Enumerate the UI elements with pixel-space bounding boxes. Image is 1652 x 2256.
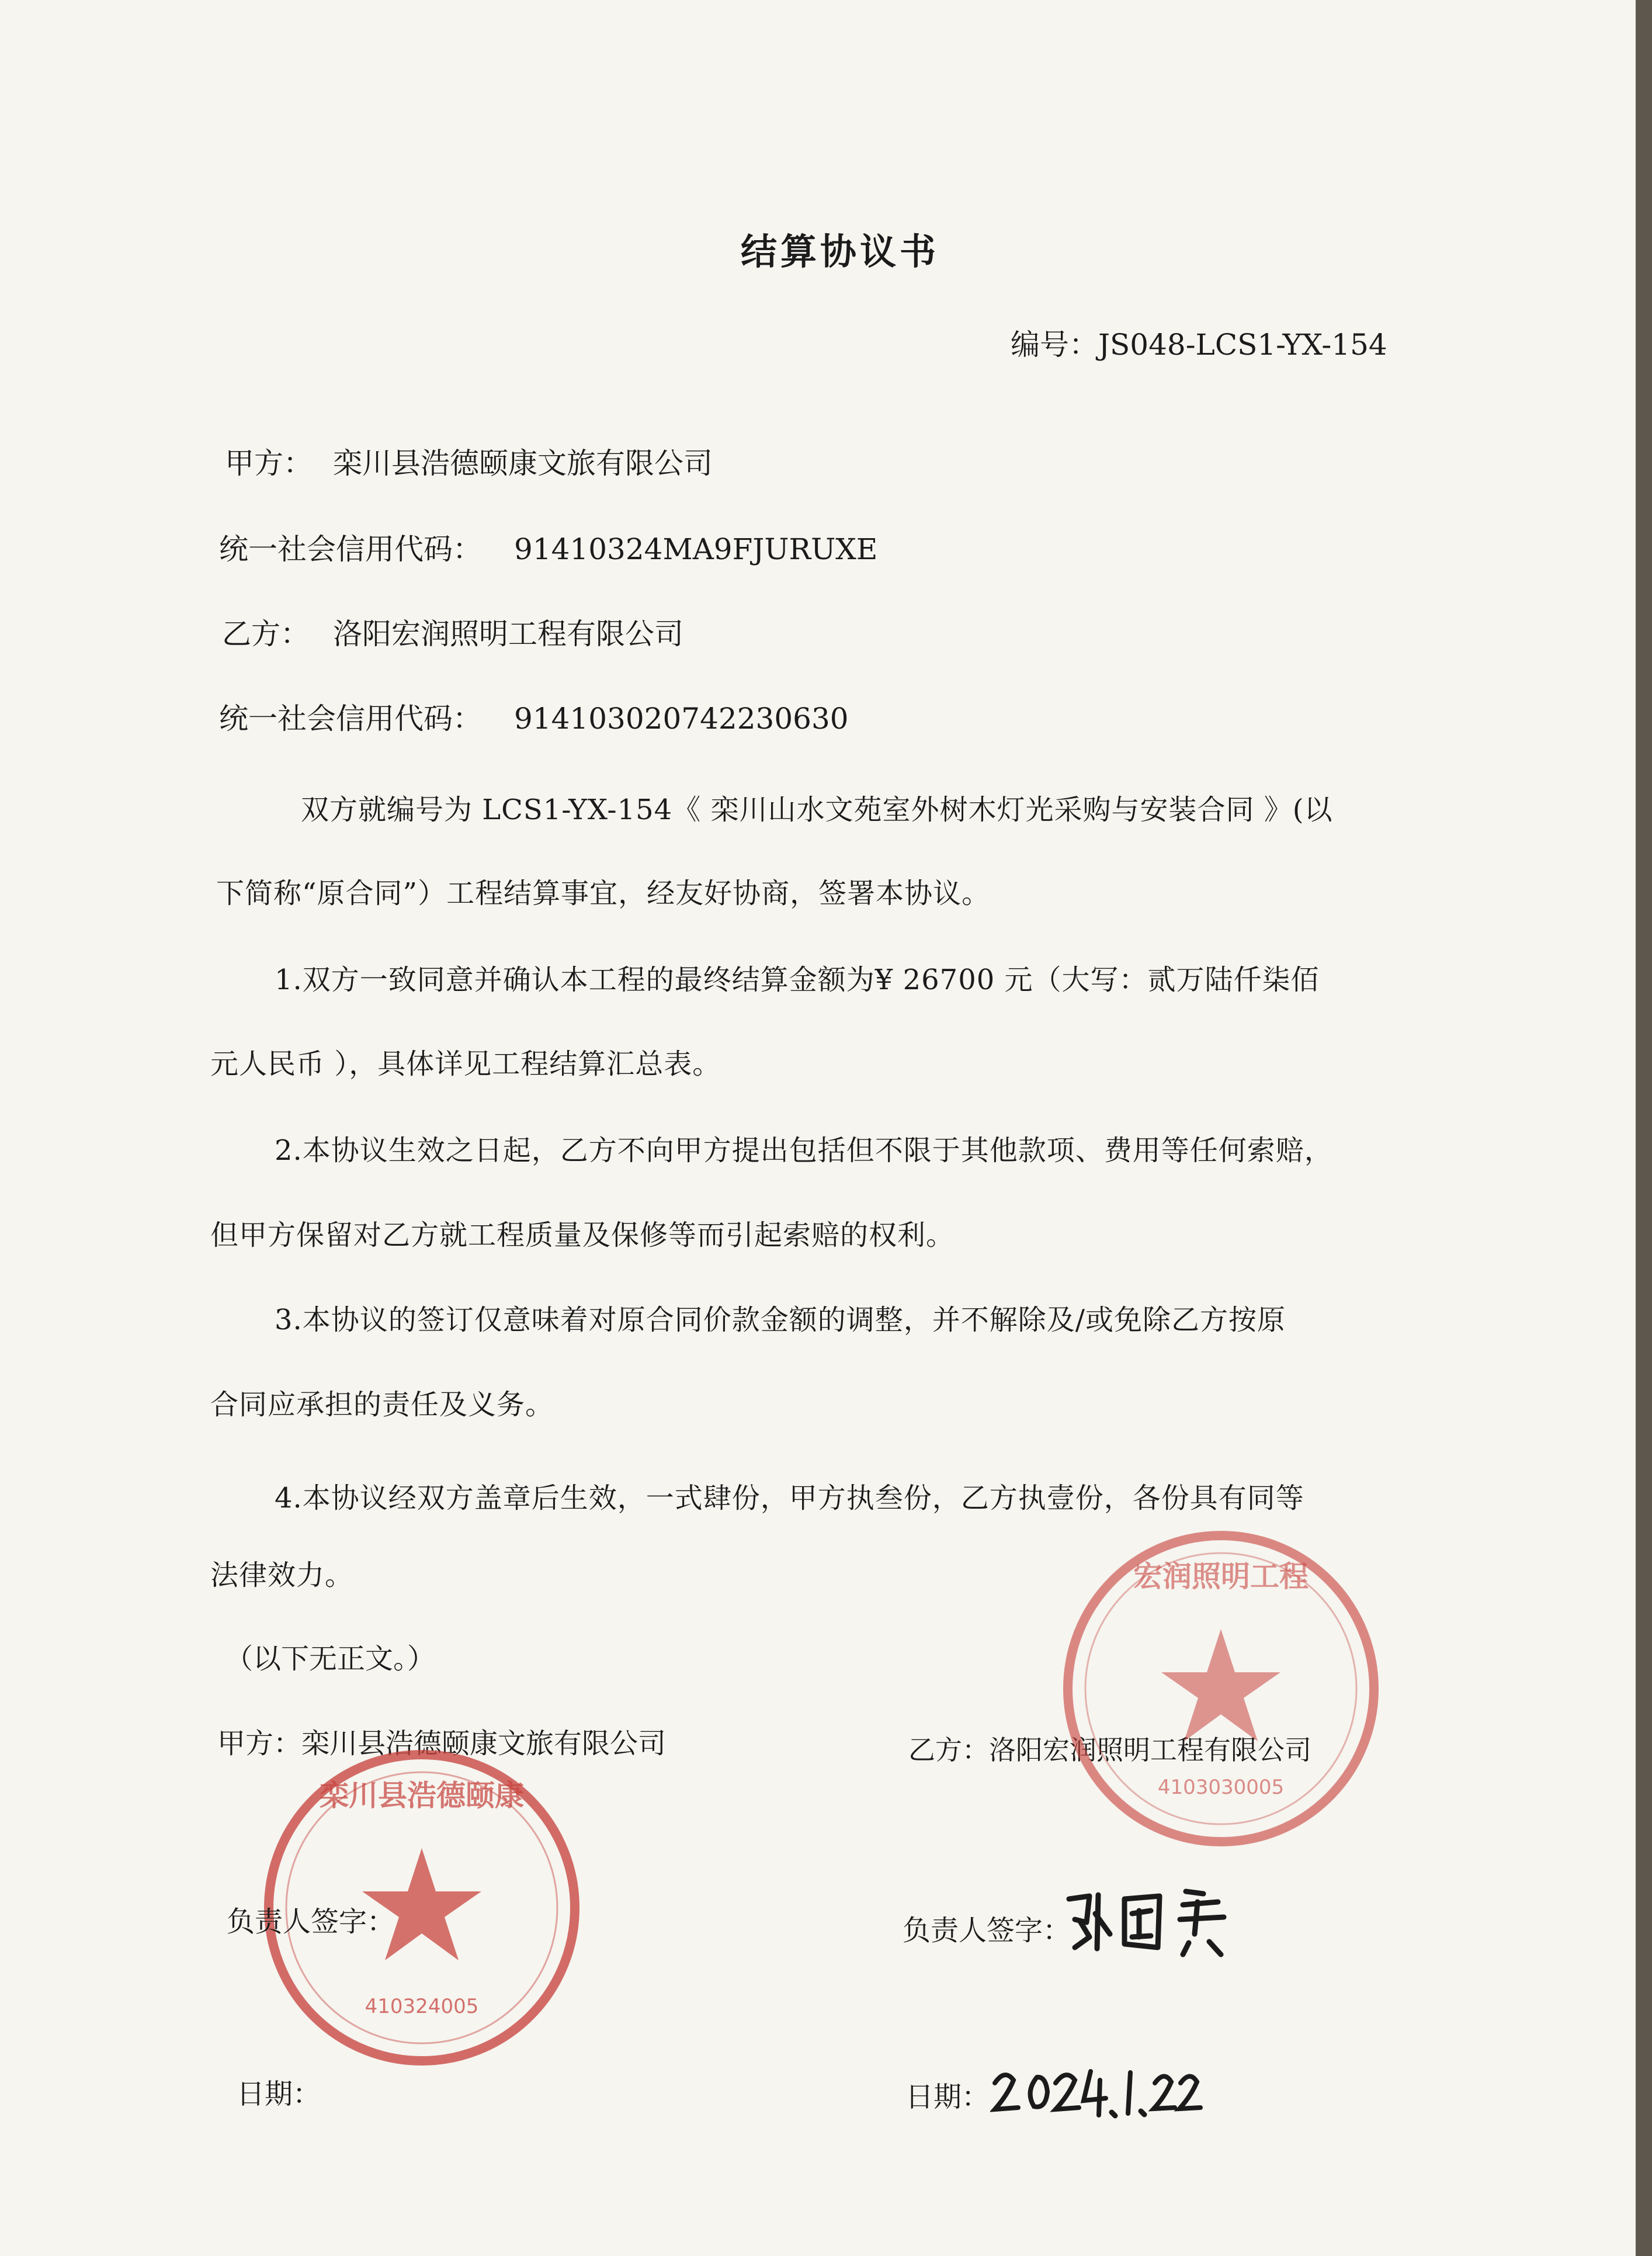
clause-2-line-2: 但甲方保留对乙方就工程质量及保修等而引起索赔的权利。 (210, 1219, 955, 1252)
svg-text:410324005: 410324005 (365, 1995, 479, 2018)
party-b-seal (1051, 1519, 1390, 1858)
clause-1-line-1: 1.双方一致同意并确认本工程的最终结算金额为¥ 26700 元（大写：贰万陆仟柒佰 (275, 964, 1320, 996)
party-b-credit-label: 统一社会信用代码： (219, 702, 482, 736)
clause-2-line-1: 2.本协议生效之日起，乙方不向甲方提出包括但不限于其他款项、费用等任何索赔， (275, 1134, 1333, 1167)
photo-background-edge (1636, 0, 1652, 2256)
clause-3-line-1: 3.本协议的签订仅意味着对原合同价款金额的调整，并不解除及/或免除乙方按原 (275, 1304, 1286, 1336)
party-a-credit-label: 统一社会信用代码： (219, 532, 482, 566)
svg-text:栾川县浩德颐康: 栾川县浩德颐康 (320, 1779, 524, 1813)
intro-line-2: 下简称“原合同”）工程结算事宜，经友好协商，签署本协议。 (216, 877, 991, 910)
sign-label-party-a: 负责人签字： (227, 1905, 395, 1938)
party-b-label: 乙方： (222, 617, 310, 651)
clause-4-line-1: 4.本协议经双方盖章后生效，一式肆份，甲方执叁份，乙方执壹份，各份具有同等 (275, 1482, 1304, 1515)
document-number: 编号：JS048-LCS1-YX-154 (1011, 328, 1387, 362)
clause-3-line-2: 合同应承担的责任及义务。 (210, 1388, 554, 1421)
svg-text:4103030005: 4103030005 (1157, 1776, 1285, 1799)
signature-party-b: 乙方：洛阳宏润照明工程有限公司 (908, 1734, 1311, 1766)
party-b-name: 洛阳宏润照明工程有限公司 (333, 617, 683, 651)
clause-1-line-2: 元人民币 ），具体详见工程结算汇总表。 (210, 1048, 721, 1080)
svg-text:宏润照明工程: 宏润照明工程 (1133, 1560, 1309, 1593)
party-b-handwritten-date (990, 2060, 1212, 2124)
signature-party-a: 甲方：栾川县浩德颐康文旅有限公司 (217, 1727, 667, 1760)
party-b-handwritten-signature (1063, 1879, 1250, 1960)
date-label-party-a: 日期： (237, 2078, 321, 2111)
party-a-name: 栾川县浩德颐康文旅有限公司 (333, 446, 713, 480)
party-a-credit-code: 91410324MA9FJURUXE (514, 532, 878, 566)
party-a-label: 甲方： (225, 446, 313, 480)
date-label-party-b: 日期： (905, 2081, 990, 2113)
end-note: （以下无正文。） (225, 1642, 436, 1675)
party-b-credit-code: 914103020742230630 (514, 702, 849, 736)
intro-line-1: 双方就编号为 LCS1-YX-154《 栾川山水文苑室外树木灯光采购与安装合同 》(以 (301, 793, 1333, 826)
document-title: 结算协议书 (741, 230, 940, 273)
sign-label-party-b: 负责人签字： (903, 1914, 1071, 1947)
clause-4-line-2: 法律效力。 (210, 1559, 354, 1592)
